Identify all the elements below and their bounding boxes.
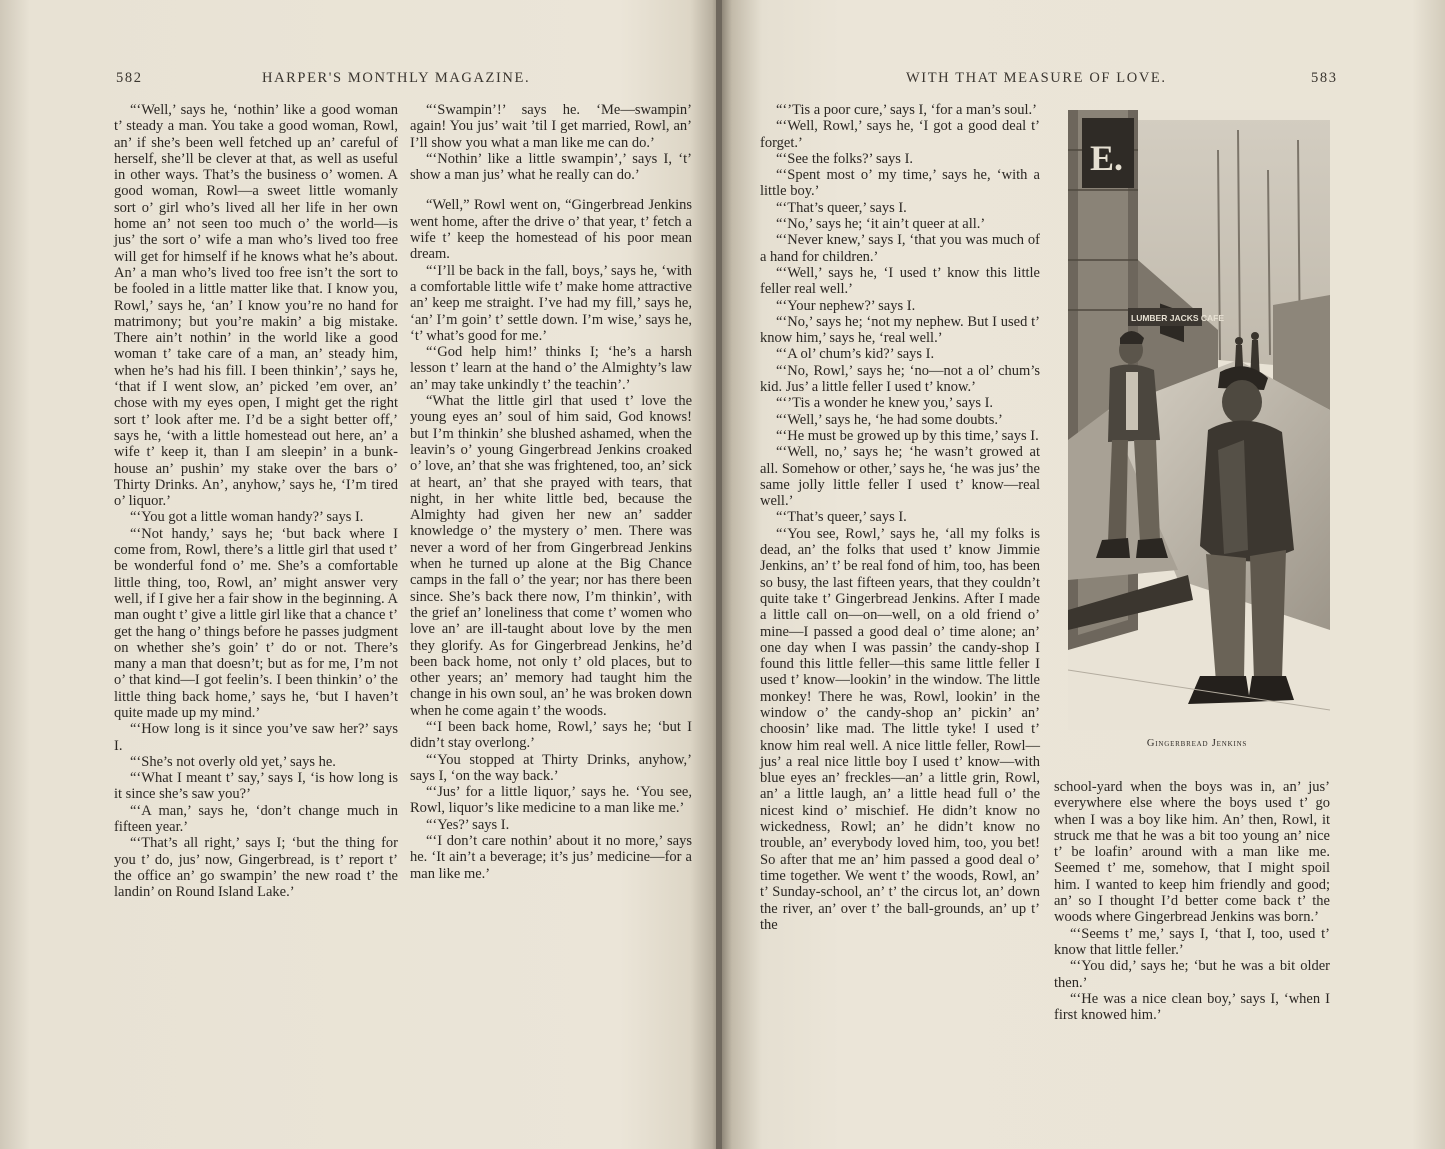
sign-text-cafe: LUMBER JACKS CAFE (1131, 313, 1225, 323)
paragraph: school-yard when the boys was in, an’ jus’ everywhere else where the boys used t’ go when I was a boy like him. An’ then, Rowl, it struck me that he was a bit too young an’ nice t’ be loafin’ around with a man like me. Seemed t’ me, somehow, that I might spoil him. I wanted to keep him friendly and good; an’ so I thought I’d better come back t’ the woods where Gingerbread Jenkins was born.’ (1054, 779, 1330, 926)
paragraph: “‘Well,’ says he, ‘nothin’ like a good woman t’ steady a man. You take a good woman, Rowl, an’ if she’s been well fetched up an’ careful of herself, she’ll be clever at that, as well as useful in other ways. That’s the business o’ women. A good woman, Rowl—a sweet little womanly sort o’ girl who’s lived all her life in her own home an’ not seen too much o’ the world—is jus’ the sort o’ wife a man who’s lived too free will get for himself if he knows what he’s about. An’ a man who’s lived too free isn’t the sort to be fooled in a little matter like that. I know you, Rowl,’ says he, ‘an’ I know you’re no hand for matrimony; but you’re makin’ a big mistake. There ain’t nothin’ in the world like a good woman t’ take care of a man, an’ steady him, when he’s had his fill. I been thinkin’,’ says he, ‘that if I went slow, an’ picked ’em over, an’ chose with my eyes open, I might get the right sort t’ look after me. I’d be a sight better off,’ says he, ‘with a little homestead out here, an’ a wife t’ keep it, than I am sleepin’ in a bunk-house an’ pushin’ my stake over the bars o’ Thirty Drinks. An’, anyhow,’ says he, ‘I’m tired o’ liquor.’ (114, 102, 398, 510)
paragraph: “‘That’s all right,’ says I; ‘but the thing for you t’ do, jus’ now, Gingerbread, is t’ report t’ the office an’ go swampin’ the new road t’ the landin’ on Round Island Lake.’ (114, 835, 398, 901)
paragraph: “‘Well, no,’ says he; ‘he wasn’t growed at all. Somehow or other,’ says he, ‘he was jus’ the same jolly little feller I used t’ know—real well.’ (760, 444, 1040, 510)
paragraph: “‘A man,’ says he, ‘don’t change much in fifteen year.’ (114, 802, 398, 836)
paragraph: “‘Well,’ says he, ‘he had some doubts.’ (776, 411, 1003, 428)
paragraph: “‘’Tis a wonder he knew you,’ says I. (776, 395, 994, 412)
paragraph: “‘You got a little woman handy?’ says I. (130, 509, 364, 526)
right-column-2 (1054, 779, 1330, 1023)
paragraph: “‘A ol’ chum’s kid?’ says I. (776, 346, 935, 363)
paragraph: “‘God help him!’ thinks I; ‘he’s a harsh lesson t’ learn at the hand o’ the Almighty’s law an’ may take unkindly t’ the teachin’.’ (410, 344, 692, 393)
paragraph: “‘That’s queer,’ says I. (776, 199, 907, 216)
paragraph: “‘Never knew,’ says I, ‘that you was much of a hand for children.’ (760, 232, 1040, 265)
paragraph: “‘Nothin’ like a little swampin’,’ says I, ‘t’ show a man jus’ what he really can do.’ (410, 150, 692, 184)
paragraph: “‘Swampin’!’ says he. ‘Me—swampin’ again! You jus’ wait ’til I get married, Rowl, an’ I’ll show you what a man like me can do.’ (410, 102, 692, 151)
paragraph: “‘No,’ says he; ‘it ain’t queer at all.’ (776, 216, 986, 233)
paragraph: “‘How long is it since you’ve saw her?’ says I. (114, 721, 398, 754)
paragraph: “‘Yes?’ says I. (426, 816, 510, 833)
gingerbread-jenkins-illustration (1068, 110, 1330, 730)
running-head-left: HARPER'S MONTHLY MAGAZINE. (262, 70, 531, 86)
paragraph: “‘Spent most o’ my time,’ says he, ‘with a little boy.’ (760, 167, 1040, 200)
paragraph: “‘See the folks?’ says I. (776, 150, 914, 167)
paragraph: “What the little girl that used t’ love the young eyes an’ soul of him said, God knows! but I’m thinkin’ she blushed ashamed, when the leavin’s o’ young Gingerbread Jenkins croaked o’ love, an’ that she was frightened, too, an’ sick at heart, an’ that she prayed with tears, that night, in her white little bed, because the Almighty had given her new an’ sadder knowledge o’ the mystery o’ men. There was never a word of her from Gingerbread Jenkins when he turned up alone at the Big Chance camps in the fall o’ the year; nor has there been since. She’s back there now, I’m thinkin’, with the grief an’ loneliness that come t’ women who love an’ are ill-taught about love by the men they glorify. As for Gingerbread Jenkins, he’d been back home, not only t’ old places, but to other years; an’ memory had taught him the change in his own soul, an’ he was broken down when he come again t’ the woods. (410, 393, 692, 719)
paragraph: “‘I don’t care nothin’ about it no more,’ says he. ‘It ain’t a beverage; it’s jus’ medicine—for a man like me.’ (410, 833, 692, 882)
paragraph: “‘She’s not overly old yet,’ says he. (130, 753, 336, 770)
paragraph: “‘That’s queer,’ says I. (776, 509, 907, 526)
paragraph: “‘You see, Rowl,’ says he, ‘all my folks is dead, an’ the folks that used t’ know Jimmie Jenkins, an’ t’ be real fond of him, too, has been so busy, the last fifteen years, that they couldn’t quite take t’ Gingerbread Jenkins. After I made a little call on—on—well, on a old friend o’ mine—I passed a good deal o’ time alone; an’ one day when I was passin’ the candy-shop I found this little feller—this same little feller I used t’ know—lookin’ in the window. The little monkey! There he was, Rowl, lookin’ in the window o’ the candy-shop an’ pickin’ an’ choosin’ like mad. The little tyke! I used t’ know him real well. A nice little feller, Rowl—jus’ a real nice little boy I used t’ know—with blue eyes an’ freckles—an’ a little grin, Rowl, an’ a little laugh, an’ a little head full o’ the nicest kind o’ mischief. He didn’t know no wickedness, Rowl; an’ he didn’t know no trouble, an’ everybody loved him, too, you bet! So after that me an’ him passed a good deal o’ time together. We went t’ the woods, Rowl, an’ t’ Sunday-school, an’ t’ the circus lot, an’ down the river, an’ over t’ the ball-grounds, an’ up t’ the (760, 525, 1040, 933)
paragraph: “‘Well, Rowl,’ says he, ‘I got a good deal t’ forget.’ (760, 118, 1040, 151)
paragraph: “‘You did,’ says he; ‘but he was a bit older then.’ (1054, 958, 1330, 991)
page-number-left: 582 (116, 70, 143, 86)
right-page (722, 0, 1445, 1149)
paragraph: “Well,” Rowl went on, “Gingerbread Jenkins went home, after the drive o’ that year, t’ fetch a wife t’ keep the homestead of his poor mean dream. (410, 197, 692, 263)
paragraph: “‘He must be growed up by this time,’ says I. (776, 427, 1039, 444)
paragraph: “‘Jus’ for a little liquor,’ says he. ‘You see, Rowl, liquor’s like medicine to a man like me.’ (410, 784, 692, 817)
right-column-1 (760, 102, 1040, 933)
sign-text-top: E. (1090, 138, 1124, 178)
left-page (0, 0, 720, 1149)
paragraph: “‘I’ll be back in the fall, boys,’ says he, ‘with a comfortable little wife t’ make home attractive an’ keep me straight. I’ve had my fill,’ says he, ‘an’ I’m goin’ t’ settle down. I’m wise,’ says he, ‘t’ what’s good for me.’ (410, 262, 692, 344)
paragraph: “‘He was a nice clean boy,’ says I, ‘when I first knowed him.’ (1054, 990, 1330, 1024)
paragraph: “‘No, Rowl,’ says he; ‘no—not a ol’ chum’s kid. Jus’ a little feller I used t’ know.’ (760, 362, 1040, 396)
paragraph: “‘No,’ says he; ‘not my nephew. But I used t’ know him,’ says he, ‘real well.’ (760, 313, 1040, 347)
paragraph: “‘Well,’ says he, ‘I used t’ know this little feller real well.’ (760, 264, 1040, 298)
paragraph: “‘I been back home, Rowl,’ says he; ‘but I didn’t stay overlong.’ (410, 718, 692, 752)
left-column-1 (114, 102, 398, 901)
left-column-2 (410, 102, 692, 882)
paragraph: “‘’Tis a poor cure,’ says I, ‘for a man’s soul.’ (776, 102, 1037, 118)
page-number-right: 583 (1311, 70, 1338, 86)
paragraph: “‘Your nephew?’ says I. (776, 297, 916, 314)
paragraph: “‘You stopped at Thirty Drinks, anyhow,’ says I, ‘on the way back.’ (410, 751, 692, 784)
paragraph: “‘What I meant t’ say,’ says I, ‘is how long is it since she’s saw you?’ (114, 770, 398, 803)
paragraph: “‘Seems t’ me,’ says I, ‘that I, too, used t’ know that little feller.’ (1054, 925, 1330, 958)
running-head-right: WITH THAT MEASURE OF LOVE. (906, 70, 1167, 86)
illustration-caption: Gingerbread Jenkins (1146, 738, 1248, 749)
paragraph: “‘Not handy,’ says he; ‘but back where I come from, Rowl, there’s a little girl that used t’ be wonderful fond o’ me. She’s a comfortable little thing, too, Rowl, an’ might answer very well, if I give her a fair show in the beginning. A man ought t’ give a little girl like that a chance t’ get the hang o’ things before he passes judgment on whether she’s goin’ t’ do or not. There’s many a man that doesn’t; but as for me, I’m not o’ that kind—I got feelin’s. I been thinkin’ o’ the little thing back home,’ says he, ‘but I haven’t quite made up my mind.’ (114, 525, 398, 721)
